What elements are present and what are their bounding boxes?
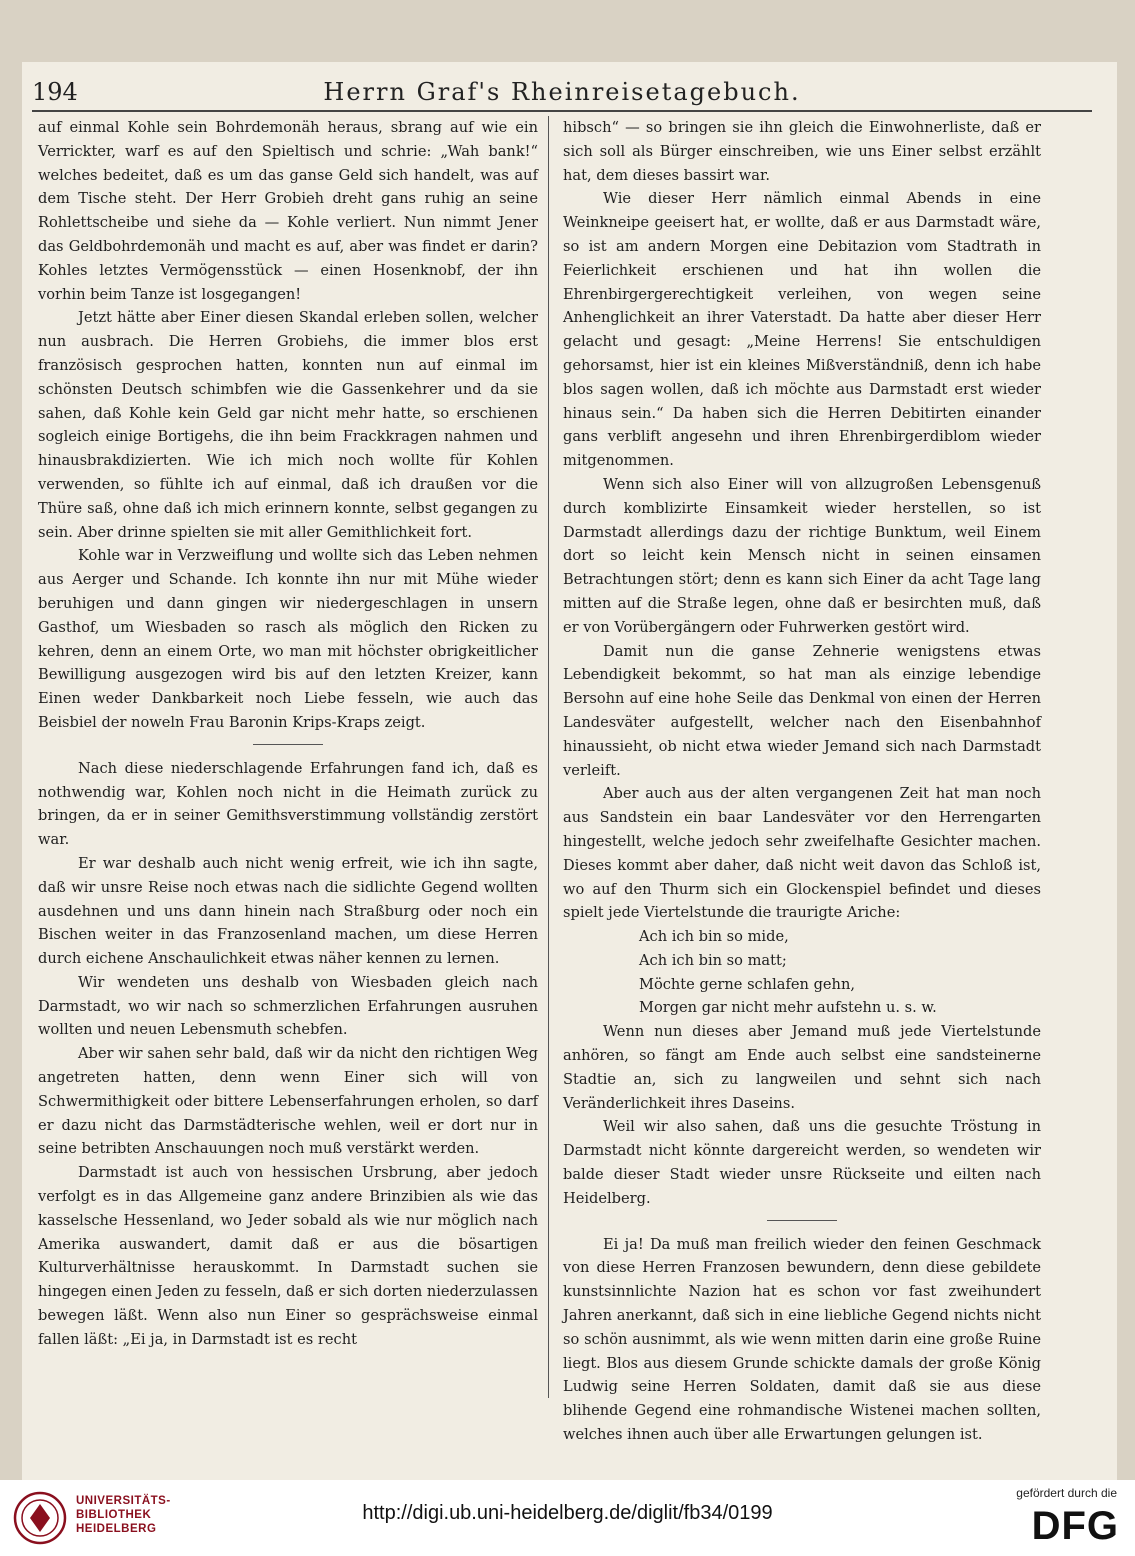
page-number: 194 [32,78,78,106]
paragraph: Kohle war in Verzweiflung und wollte sich das Leben nehmen aus Aerger und Schande. Ich konnte ihn nur mit Mühe wieder beruhigen und dann gingen wir niedergeschlagen in unsern Gasthof, um Wiesbaden so rasch als möglich den Ricken zu kehren, denn an einem Orte, wo man mit höchster obrigkeitlicher Bewilligung ausgezogen wird bis auf den letzten Kreizer, kann Einen weder Dankbarkeit noch Liebe fesseln, wie auch das Beisbiel der noweln Frau Baronin Krips-Kraps zeigt. [38,547,538,731]
footer-bar [0,1480,1135,1556]
institution-line: HEIDELBERG [76,1523,157,1535]
left-column [38,116,538,1401]
verse-line: Morgen gar nicht mehr aufstehn u. s. w. [639,999,937,1017]
paragraph: hibsch“ — so bringen sie ihn gleich die Einwohnerliste, daß er sich soll als Bürger einschreiben, wie uns Einer selbst erzählt hat, dem dieses bassirt war. [563,119,1041,184]
section-separator [253,744,323,745]
dfg-logo: DFG [1031,1504,1119,1548]
paragraph: Jetzt hätte aber Einer diesen Skandal erleben sollen, welcher nun ausbrach. Die Herren Grobiehs, die immer blos erst französisch gesprochen hatten, konnten nun auf einmal im schönsten Deutsch schimbfen wie die Gassenkehrer und da sie sahen, daß Kohle kein Geld gar nicht mehr hatte, so erschienen sogleich einige Bortigehs, die ihn beim Frackkragen nahmen und hinausbrakdizierten. Wie ich mich noch wollte für Kohlen verwenden, so fühlte ich auf einmal, daß ich draußen vor die Thüre saß, ohne daß ich mich erinnern konnte, selbst gegangen zu sein. Aber drinne spielten sie mit aller Gemithlichkeit fort. [38,309,538,541]
page-header [32,74,1092,110]
paragraph: Nach diese niederschlagende Erfahrungen fand ich, daß es nothwendig war, Kohlen noch nicht in die Heimath zurück zu bringen, da er in seiner Gemithsverstimmung vollständig zerstört war. [38,759,538,849]
paragraph: Wir wendeten uns deshalb von Wiesbaden gleich nach Darmstadt, wo wir nach so schmerzlichen Erfahrungen ausruhen wollten und neuen Lebensmuth schebfen. [38,973,538,1039]
column-divider [548,116,549,1398]
funded-by-label: gefördert durch die [1016,1486,1117,1500]
paragraph: Weil wir also sahen, daß uns die gesuchte Tröstung in Darmstadt nicht könnte dargereicht werden, so wendeten wir balde dieser Stadt wieder unsre Rückseite und eilten nach Heidelberg. [563,1118,1041,1207]
paragraph: Ei ja! Da muß man freilich wieder den feinen Geschmack von diese Herren Franzosen bewundern, denn diese gebildete kunstsinnlichte Nazion hat es schon vor fast zweihundert Jahren anerkannt, daß sich in eine liebliche Gegend nichts nicht so schön ausnimmt, als wie wenn mitten darin eine große Ruine liegt. Blos aus diesem Grunde schickte damals der große König Ludwig seine Herren Soldaten, damit daß sie aus diese blihende Gegend eine rohmandische Wistenei machen sollten, welches ihnen auch über alle Erwartungen gelungen ist. [563,1235,1041,1444]
verse-block [563,925,1041,1020]
running-title: Herrn Graf's Rheinreisetagebuch. [323,78,801,106]
paragraph: Aber auch aus der alten vergangenen Zeit hat man noch aus Sandstein ein baar Landesväter vor den Herrengarten hingestellt, welche jedoch sehr zweifelhafte Gesichter machen. Dieses kommt aber daher, daß nicht weit davon das Schloß ist, wo auf den Thurm sich ein Glockenspiel befindet und dieses spielt jede Viertelstunde die traurigte Ariche: [563,785,1041,922]
verse-line: Möchte gerne schlafen gehn, [639,975,855,993]
paragraph: Darmstadt ist auch von hessischen Ursbrung, aber jedoch verfolgt es in das Allgemeine ganz andere Brinzibien als wie das kasselsche Hessenland, wo Jeder sobald als wie nur möglich nach Amerika auswandert, damit daß er aus die bösartigen Kulturverhältnisse herauskommt. In Darmstadt suchen sie hingegen einen Jeden zu fesseln, daß er sich dorten niederzulassen bewegen läßt. Wenn also nun Einer so gesprächsweise einmal fallen läßt: „Ei ja, in Darmstadt ist es recht [38,1164,538,1348]
right-column [563,116,1041,1444]
paragraph: Er war deshalb auch nicht wenig erfreit, wie ich ihn sagte, daß wir unsre Reise noch etwas nach die sidlichte Gegend wollten ausdehnen und uns dann hinein nach Straßburg oder noch ein Bischen weiter in das Franzosenland machen, um diese Herren durch eichene Anschaulichkeit etwas näher kennen zu lernen. [38,854,538,968]
document-url-link[interactable]: http://digi.ub.uni-heidelberg.de/diglit/fb34/0199 [362,1502,773,1524]
paragraph: auf einmal Kohle sein Bohrdemonäh heraus, sbrang auf wie ein Verrickter, warf es auf den Spieltisch und schrie: „Wah bank!“ welches bedeitet, daß es um das ganse Geld sich handelt, was auf dem Tische steht. Der Herr Grobieh dreht gans ruhig an seine Rohlettscheibe und siehe da — Kohle verliert. Nun nimmt Jener das Geldbohrdemonäh und macht es auf, aber was findet er darin? Kohles letztes Vermögensstück — einen Hosenknobf, der ihn vorhin beim Tanze ist losgegangen! [38,119,538,303]
verse-line: Ach ich bin so matt; [639,951,787,969]
paragraph: Wenn sich also Einer will von allzugroßen Lebensgenuß durch komblizirte Einsamkeit wieder herstellen, so ist Darmstadt allerdings dazu der richtige Bunktum, weil Einem dort so leicht kein Mensch nicht in seinen einsamen Betrachtungen stört; denn es kann sich Einer da acht Tage lang mitten auf die Straße legen, ohne daß er besirchten muß, daß er von Vorübergängern oder Fuhrwerken gestört wird. [563,475,1041,636]
section-separator [767,1220,837,1221]
paragraph: Wie dieser Herr nämlich einmal Abends in eine Weinkneipe geeisert hat, er wollte, daß er aus Darmstadt wäre, so ist am andern Morgen eine Debitazion vom Stadtrath in Feierlichkeit erschienen und hat ihn wollen die Ehrenbirgergerechtigkeit verleihen, von wegen seine Anhenglichkeit an ihrer Vaterstadt. Da hatte aber dieser Herr gelacht und gesagt: „Meine Herrens! Sie entschuldigen gehorsamst, hier ist ein kleines Mißverständniß, denn ich habe blos sagen wollen, daß ich möchte aus Darmstadt erst wieder hinaus sein.“ Da haben sich die Herren Debitirten einander gans verblift angesehn und ihren Ehrenbirgerdiblom wieder mitgenommen. [563,190,1041,470]
paragraph: Damit nun die ganse Zehnerie wenigstens etwas Lebendigkeit bekommt, so hat man als einzige lebendige Bersohn auf eine hohe Seile das Denkmal von einen der Herren Landesväter aufgestellt, welcher nach den Eisenbahnhof hinaussieht, ob nicht etwa wieder Jemand sich nach Darmstadt verleift. [563,642,1041,779]
paragraph: Aber wir sahen sehr bald, daß wir da nicht den richtigen Weg angetreten hatten, denn wenn Einer sich will von Schwermithigkeit oder bittere Lebenserfahrungen erholen, so darf er dazu nicht das Darmstädterische wehlen, weil er dort nur in seine betribten Anschauungen noch muß verstärkt werden. [38,1045,538,1158]
verse-line: Ach ich bin so mide, [639,928,789,946]
paragraph: Wenn nun dieses aber Jemand muß jede Viertelstunde anhören, so fängt am Ende auch selbst eine sandsteinerne Stadtie an, sich zu langweilen und sehnt sich nach Veränderlichkeit ihres Daseins. [563,1023,1041,1112]
header-rule [32,110,1092,112]
institution-line: BIBLIOTHEK [76,1509,152,1521]
institution-line: UNIVERSITÄTS- [76,1495,171,1507]
